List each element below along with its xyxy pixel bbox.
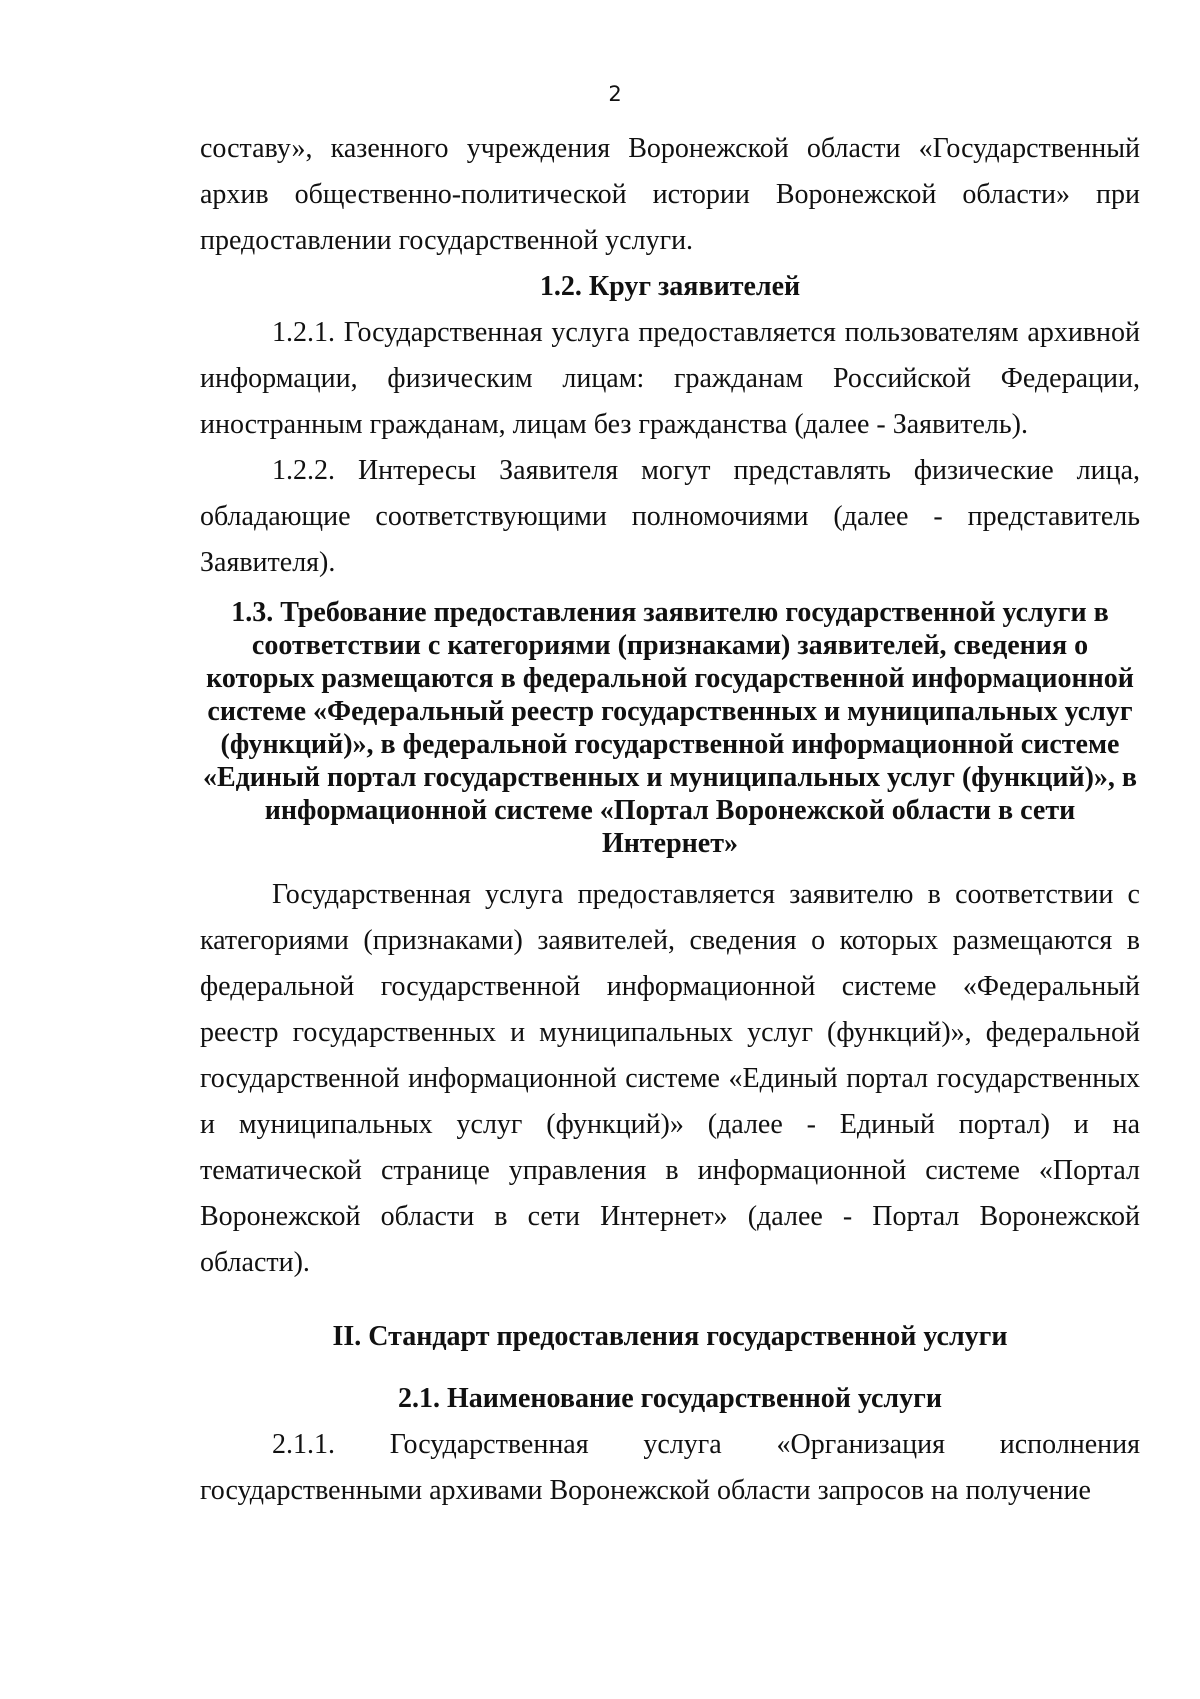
paragraph-2-1-1: 2.1.1. Государственная услуга «Организация исполнения государственными архивами Воронежской области запросов на получение [200, 1429, 1140, 1506]
document-body [200, 126, 1140, 1514]
heading-2-1: 2.1. Наименование государственной услуги [398, 1383, 942, 1414]
paragraph-1-3: Государственная услуга предоставляется заявителю в соответствии с категориями (признаками) заявителей, сведения о которых размещаются в федеральной государственной информационной системе «Федеральный реестр государственных и муниципальных услуг (функций)», федеральной государственной информационной системе «Единый портал государственных и муниципальных услуг (функций)» (далее - Единый портал) и на тематической странице управления в информационной системе «Портал Воронежской области в сети Интернет» (далее - Портал Воронежской области). [200, 879, 1140, 1278]
paragraph-1-2-2: 1.2.2. Интересы Заявителя могут представлять физические лица, обладающие соответствующими полномочиями (далее - представитель Заявителя). [200, 455, 1140, 578]
page-number: 2 [608, 82, 622, 106]
paragraph-1-2-1: 1.2.1. Государственная услуга предоставляется пользователям архивной информации, физическим лицам: гражданам Российской Федерации, иностранным гражданам, лицам без гражданства (далее - Заявитель). [200, 317, 1140, 440]
heading-1-2: 1.2. Круг заявителей [539, 271, 801, 302]
heading-1-3: 1.3. Требование предоставления заявителю государственной услуги в соответствии с категориями (признаками) заявителей, сведения о которых размещаются в федеральной государственной информационной системе «Федеральный реестр государственных и муниципальных услуг (функций)», в федеральной государственной информационной системе «Единый портал государственных и муниципальных услуг (функций)», в информационной системе «Портал Воронежской области в сети Интернет» [202, 597, 1138, 859]
section-gap [200, 1286, 1140, 1314]
heading-section-2: II. Стандарт предоставления государственной услуги [332, 1321, 1008, 1352]
section-gap [200, 1360, 1140, 1376]
paragraph-continuation: составу», казенного учреждения Воронежской области «Государственный архив общественно-политической истории Воронежской области» при предоставлении государственной услуги. [200, 133, 1140, 256]
